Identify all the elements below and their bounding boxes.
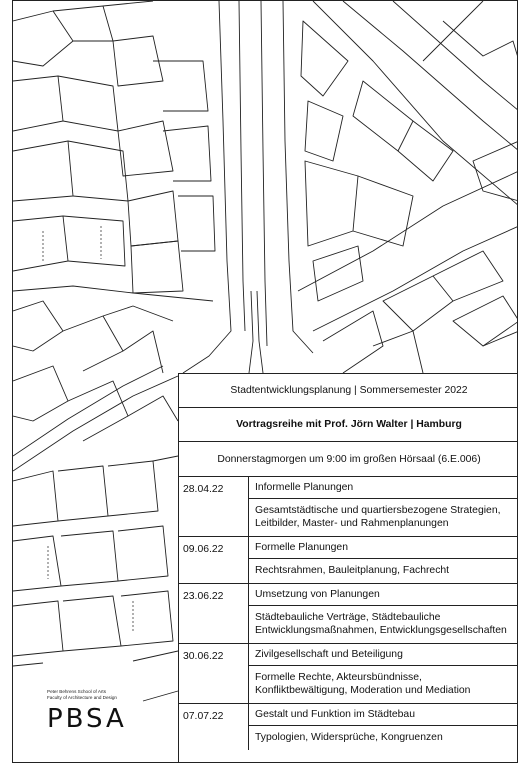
time-location: Donnerstagmorgen um 9:00 im großen Hörsaal (6.E.006) — [179, 442, 518, 477]
series-title: Vortragsreihe mit Prof. Jörn Walter | Hamburg — [179, 408, 518, 442]
schedule-date: 23.06.22 — [179, 584, 249, 643]
schedule-date: 07.07.22 — [179, 704, 249, 750]
schedule-row — [179, 644, 518, 704]
schedule-description: Rechtsrahmen, Bauleitplanung, Fachrecht — [255, 565, 450, 576]
logo-school-name: Peter Behrens School of Arts — [47, 689, 106, 694]
schedule-topic: Formelle Planungen — [249, 537, 518, 559]
course-title: Stadtentwicklungsplanung | Sommersemester 2022 — [179, 374, 518, 408]
schedule-description: Städtebauliche Verträge, Städtebauliche Entwicklungsmaßnahmen, Entwicklungsgesellschaften — [255, 612, 507, 636]
pbsa-logo — [47, 689, 127, 734]
schedule-row — [179, 477, 518, 537]
schedule-date: 28.04.22 — [179, 477, 249, 536]
schedule-date: 09.06.22 — [179, 537, 249, 583]
schedule-row — [179, 584, 518, 644]
schedule-description: Gesamtstädtische und quartiersbezogene Strategien, Leitbilder, Master- und Rahmenplanungen — [255, 505, 501, 529]
logo-faculty-name: Faculty of Architecture and Design — [47, 694, 117, 700]
schedule-date: 30.06.22 — [179, 644, 249, 703]
schedule-topic: Gestalt und Funktion im Städtebau — [249, 704, 518, 726]
poster — [12, 0, 518, 763]
schedule-topic: Umsetzung von Planungen — [249, 584, 518, 606]
schedule-description: Formelle Rechte, Akteursbündnisse, Konfliktbewältigung, Moderation und Mediation — [255, 672, 471, 696]
lecture-panel — [178, 373, 518, 763]
schedule-description: Typologien, Widersprüche, Kongruenzen — [255, 732, 443, 743]
schedule-topic: Informelle Planungen — [249, 477, 518, 499]
logo-mark: PBSA — [47, 703, 127, 734]
schedule-row — [179, 704, 518, 750]
schedule-topic: Zivilgesellschaft und Beteiligung — [249, 644, 518, 666]
schedule-row — [179, 537, 518, 584]
